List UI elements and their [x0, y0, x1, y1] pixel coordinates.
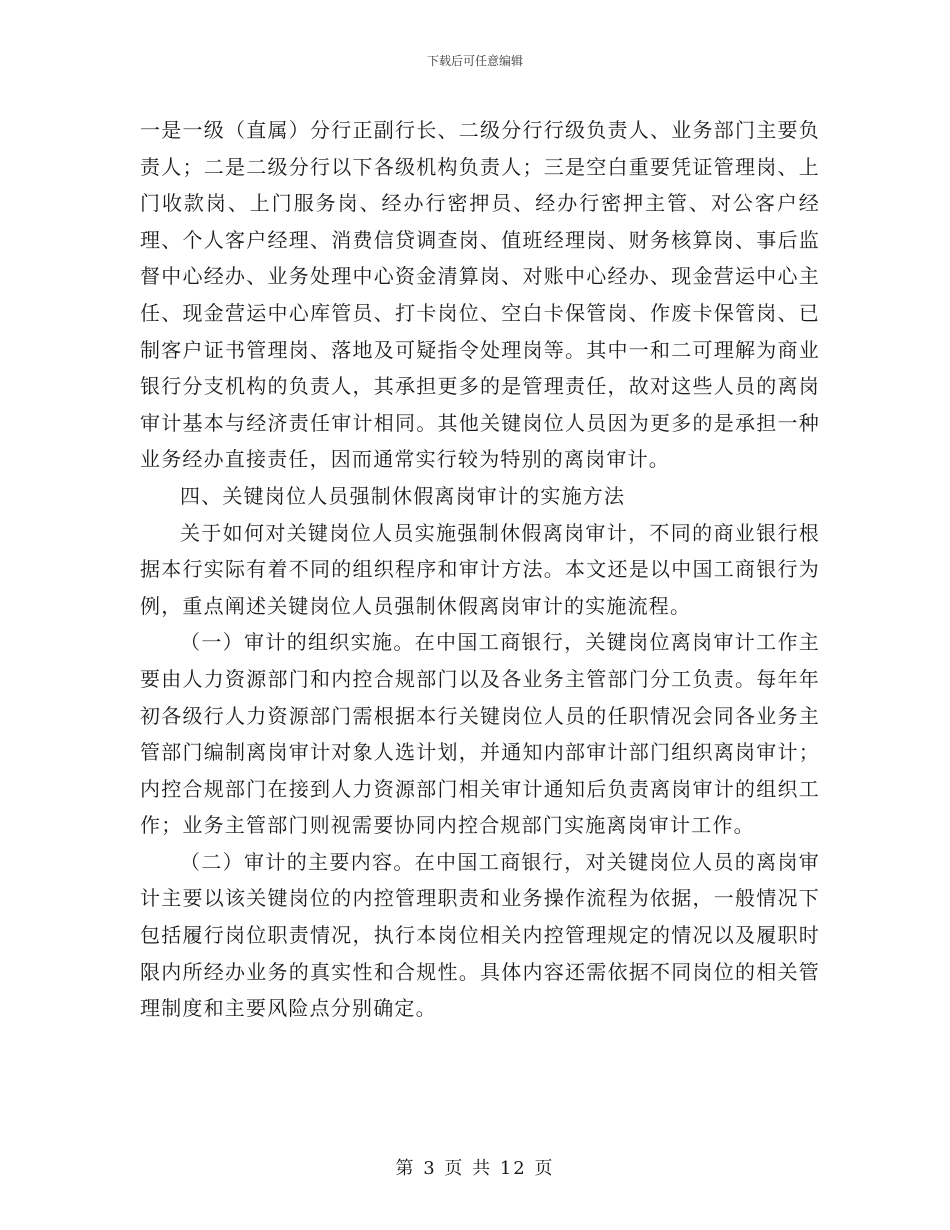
paragraph-implementation-intro: 关于如何对关键岗位人员实施强制休假离岗审计，不同的商业银行根据本行实际有着不同的组织程序和审计方法。本文还是以中国工商银行为例，重点阐述关键岗位人员强制休假离岗审计的实施流程。 [140, 520, 820, 618]
page-header: 下载后可任意编辑 [426, 54, 523, 68]
section-heading-4: 四、关键岗位人员强制休假离岗审计的实施方法 [180, 483, 626, 508]
paragraph-audit-organization: （一）审计的组织实施。在中国工商银行，关键岗位离岗审计工作主要由人力资源部门和内控合规部门以及各业务主管部门分工负责。每年年初各级行人力资源部门需根据本行关键岗位人员的任职情况会同各业务主管部门编制离岗审计对象人选计划，并通知内部审计部门组织离岗审计；内控合规部门在接到人力资源部门相关审计通知后负责离岗审计的组织工作；业务主管部门则视需要协同内控合规部门实施离岗审计工作。 [140, 630, 820, 838]
document-body [140, 112, 820, 1027]
paragraph-key-positions-list: 一是一级（直属）分行正副行长、二级分行行级负责人、业务部门主要负责人；二是二级分行以下各级机构负责人；三是空白重要凭证管理岗、上门收款岗、上门服务岗、经办行密押员、经办行密押主管、对公客户经理、个人客户经理、消费信贷调查岗、值班经理岗、财务核算岗、事后监督中心经办、业务处理中心资金清算岗、对账中心经办、现金营运中心主任、现金营运中心库管员、打卡岗位、空白卡保管岗、作废卡保管岗、已制客户证书管理岗、落地及可疑指令处理岗等。其中一和二可理解为商业银行分支机构的负责人，其承担更多的是管理责任，故对这些人员的离岗审计基本与经济责任审计相同。其他关键岗位人员因为更多的是承担一种业务经办直接责任，因而通常实行较为特别的离岗审计。 [140, 118, 820, 472]
paragraph-audit-content: （二）审计的主要内容。在中国工商银行，对关键岗位人员的离岗审计主要以该关键岗位的内控管理职责和业务操作流程为依据，一般情况下包括履行岗位职责情况，执行本岗位相关内控管理规定的情况以及履职时限内所经办业务的真实性和合规性。具体内容还需依据不同岗位的相关管理制度和主要风险点分别确定。 [140, 849, 820, 1021]
page-number-footer: 第 3 页 共 12 页 [395, 1158, 555, 1179]
